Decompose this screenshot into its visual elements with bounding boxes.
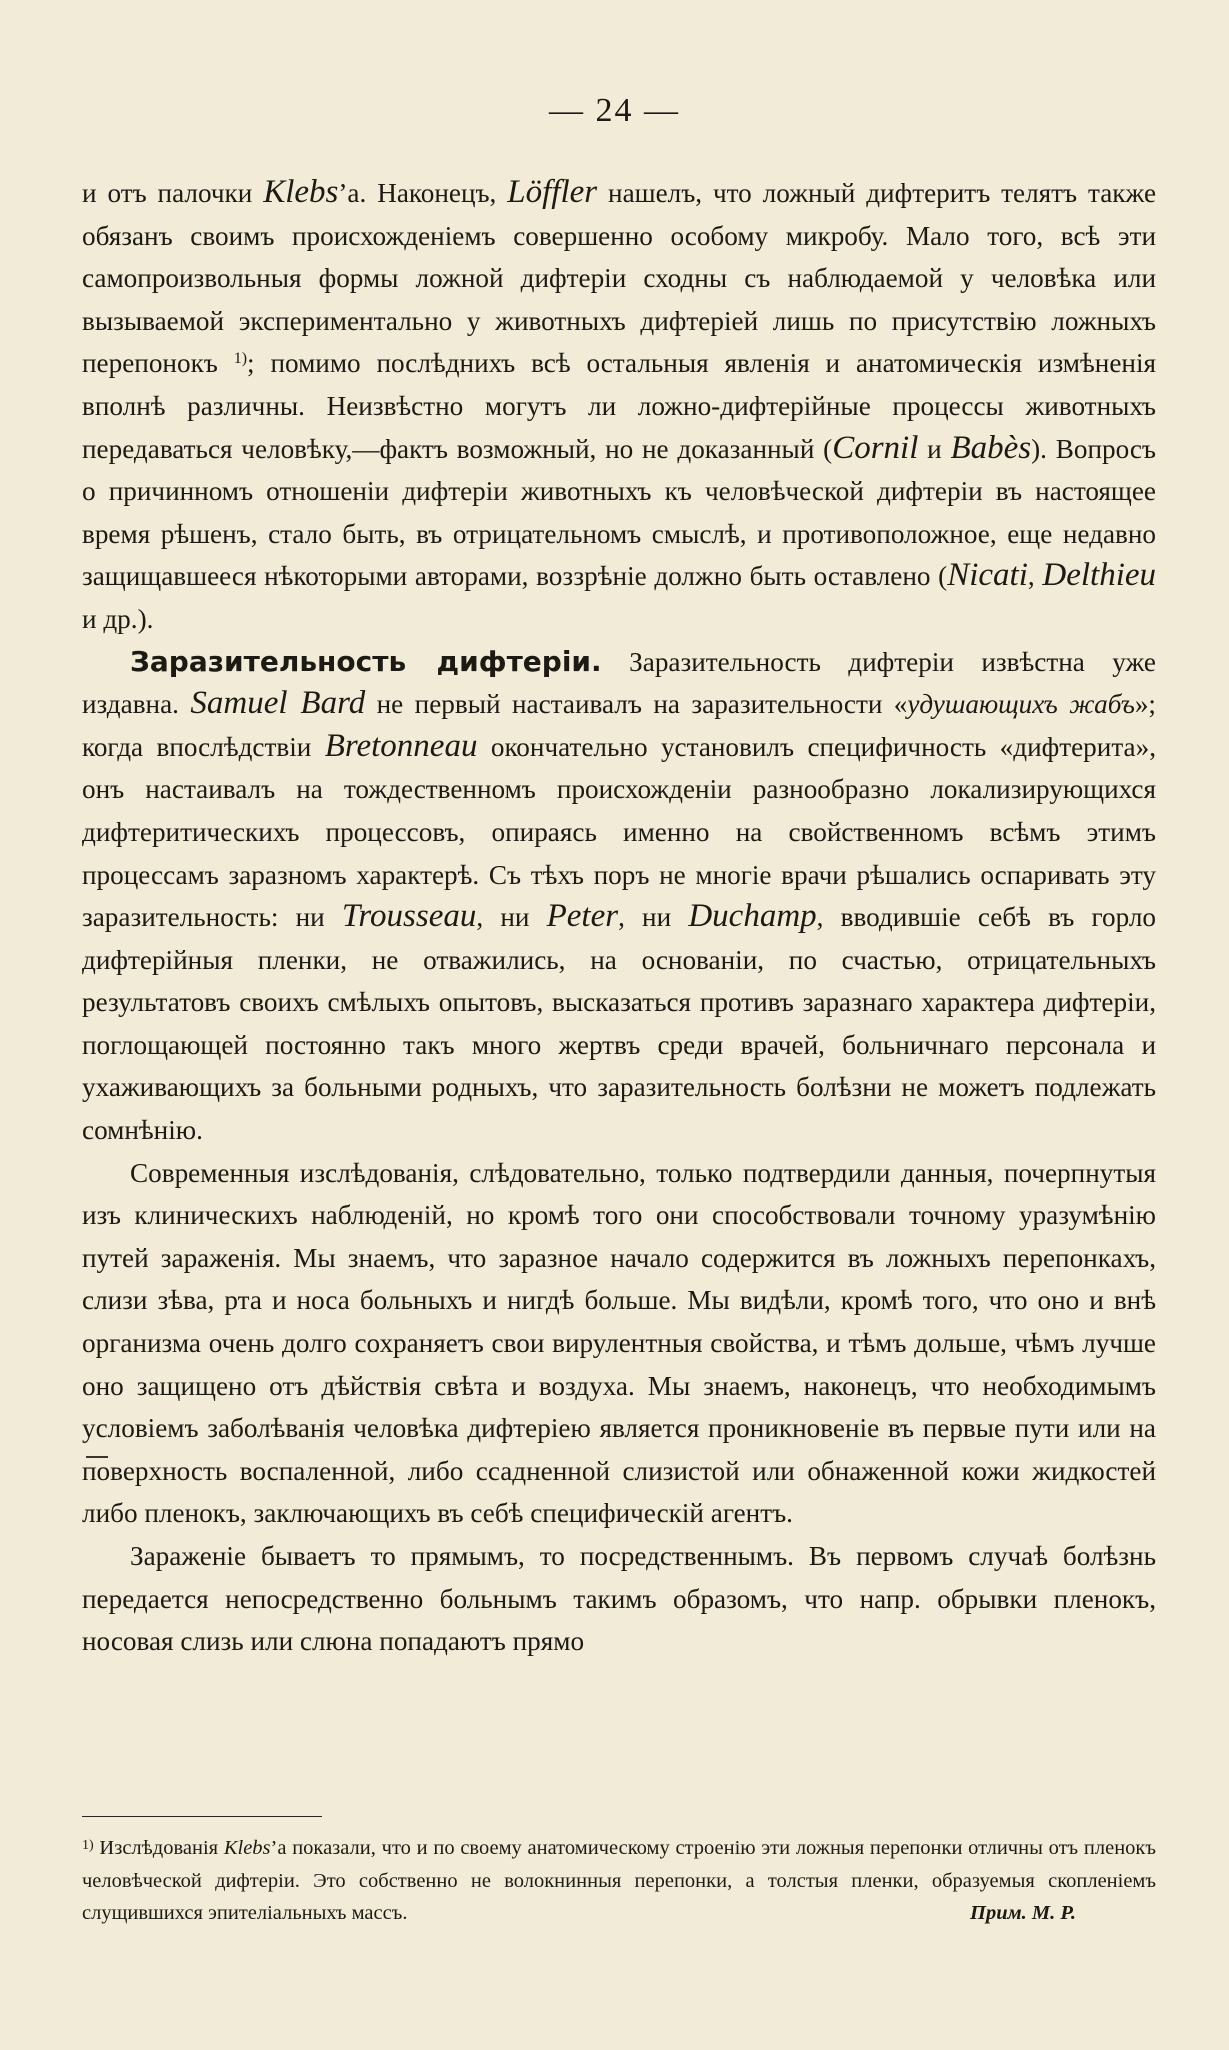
text-run: и отъ палочки bbox=[82, 178, 264, 208]
author-name: Delthieu bbox=[1042, 557, 1157, 594]
section-heading: Заразительность дифтеріи. bbox=[130, 644, 602, 678]
paragraph bbox=[82, 1535, 1156, 1663]
text-run: и bbox=[918, 433, 951, 464]
footnote-author-name: Klebs bbox=[223, 1837, 271, 1859]
text-run: нашелъ, что ложный дифтеритъ телятъ также обязанъ своимъ происхожденіемъ совершенно особому микробу. Мало того, всѣ эти самопроизвольныя формы ложной дифтеріи сходны съ наблюдаемой у человѣка или вызываемой экспериментально у животныхъ дифтеріей лишь по присутствію ложныхъ перепонокъ bbox=[82, 178, 1157, 379]
text-run: Зараженіе бываетъ то прямымъ, то посредственнымъ. Въ первомъ случаѣ болѣзнь передается непосредственно больнымъ такимъ образомъ, что напр. обрывки пленокъ, носовая слизь или слюна попадаютъ прямо bbox=[82, 1541, 1156, 1657]
paragraph bbox=[82, 1152, 1156, 1535]
author-name: Duchamp bbox=[688, 898, 817, 935]
author-name: Cornil bbox=[832, 429, 919, 466]
text-run: Современныя изслѣдованія, слѣдовательно, только подтвердили данныя, почерпнутыя изъ клиническихъ наблюденій, но кромѣ того они способствовали точному уразумѣнію путей зараженія. Мы знаемъ, что заразное начало содержится въ ложныхъ перепонкахъ, слизи зѣва, рта и носа больныхъ и нигдѣ больше. Мы видѣли, кромѣ того, что оно и внѣ организма очень долго сохраняетъ свои вирулентныя свойства, и тѣмъ дольше, чѣмъ лучше оно защищено отъ дѣйствія свѣта и воздуха. Мы знаемъ, наконецъ, что необходимымъ условіемъ заболѣванія человѣка дифтеріею является проникновеніе въ первые пути или на поверхность воспаленной, либо ссадненной слизистой или обнаженной кожи жидкостей либо пленокъ, заключающихъ въ себѣ специфическій агентъ. bbox=[82, 1157, 1156, 1529]
author-name: Löffler bbox=[507, 174, 598, 210]
footnote-text-before: Изслѣдованія bbox=[93, 1837, 224, 1859]
margin-mark bbox=[86, 1456, 108, 1458]
author-name: Nicati bbox=[947, 557, 1028, 594]
footnote-mark: 1) bbox=[82, 1838, 94, 1853]
text-run: ; помимо послѣднихъ всѣ остальныя явленія и анатомическія измѣненія вполнѣ различны. Неизвѣстно могутъ ли ложно-дифтерійные процессы животныхъ передаваться человѣку,—фактъ возможный, но не доказанный ( bbox=[82, 348, 1156, 464]
text-run: и др.). bbox=[82, 603, 154, 634]
text-run: , ни bbox=[618, 902, 689, 933]
footnote-ref: 1) bbox=[233, 350, 248, 368]
footnote-attribution: Прим. М. Р. bbox=[970, 1902, 1076, 1924]
text-run: ). Вопросъ о причинномъ отношеніи дифтеріи животныхъ къ человѣческой дифтеріи въ настоящее время рѣшенъ, стало быть, въ отрицательномъ смыслѣ, и противоположное, еще недавно защищавшееся нѣкоторыми авторами, воззрѣніе должно быть оставлено ( bbox=[82, 433, 1156, 592]
text-run: , ни bbox=[476, 902, 547, 933]
paragraph bbox=[82, 641, 1156, 1152]
author-name: Babès bbox=[950, 429, 1032, 466]
text-run: , bbox=[1027, 561, 1043, 592]
paragraph bbox=[82, 172, 1156, 641]
quoted-term: удушающихъ жабъ bbox=[907, 689, 1135, 720]
footnote-rule bbox=[82, 1816, 322, 1817]
text-run: »; когда впослѣдствіи bbox=[82, 689, 1156, 762]
text-run: ’а. Наконецъ, bbox=[338, 178, 508, 208]
author-name: Klebs bbox=[263, 174, 339, 210]
text-run: окончательно установилъ специфичность «дифтерита», онъ настаивалъ на тождественномъ происхожденіи разнообразно локализирующихся дифтеритическихъ процессовъ, опираясь именно на свойственномъ всѣмъ этимъ процессамъ заразномъ характерѣ. Съ тѣхъ поръ не многіе врачи рѣшались оспаривать эту заразительность: ни bbox=[82, 731, 1156, 933]
page-number: — 24 — bbox=[549, 92, 680, 129]
footnote-text-after: ’а показали, что и по своему анатомическому строенію эти ложныя перепонки отличны отъ пленокъ человѣческой дифтеріи. Это собственно не волокнинныя перепонки, а толстыя пленки, образуемыя скопленіемъ слущившихся эпителіальныхъ массъ. bbox=[82, 1837, 1156, 1924]
text-run: , вводившіе себѣ въ горло дифтерійныя пленки, не отважились, на основаніи, по счастью, отрицательныхъ результатовъ своихъ смѣлыхъ опытовъ, высказаться противъ заразнаго характера дифтеріи, поглощающей постоянно такъ много жертвъ среди врачей, больничнаго персонала и ухаживающихъ за больными родныхъ, что заразительность болѣзни не можетъ подлежать сомнѣнію. bbox=[82, 902, 1156, 1146]
author-name: Bretonneau bbox=[324, 727, 478, 764]
author-name: Samuel Bard bbox=[190, 685, 366, 722]
footnote bbox=[82, 1832, 1156, 1930]
text-run: Заразительность дифтеріи извѣстна уже издавна. bbox=[82, 646, 1156, 720]
author-name: Peter bbox=[546, 898, 619, 935]
text-run: не первый настаивалъ на заразительности « bbox=[365, 689, 908, 720]
main-text bbox=[82, 172, 1156, 1663]
author-name: Trousseau bbox=[341, 898, 477, 935]
